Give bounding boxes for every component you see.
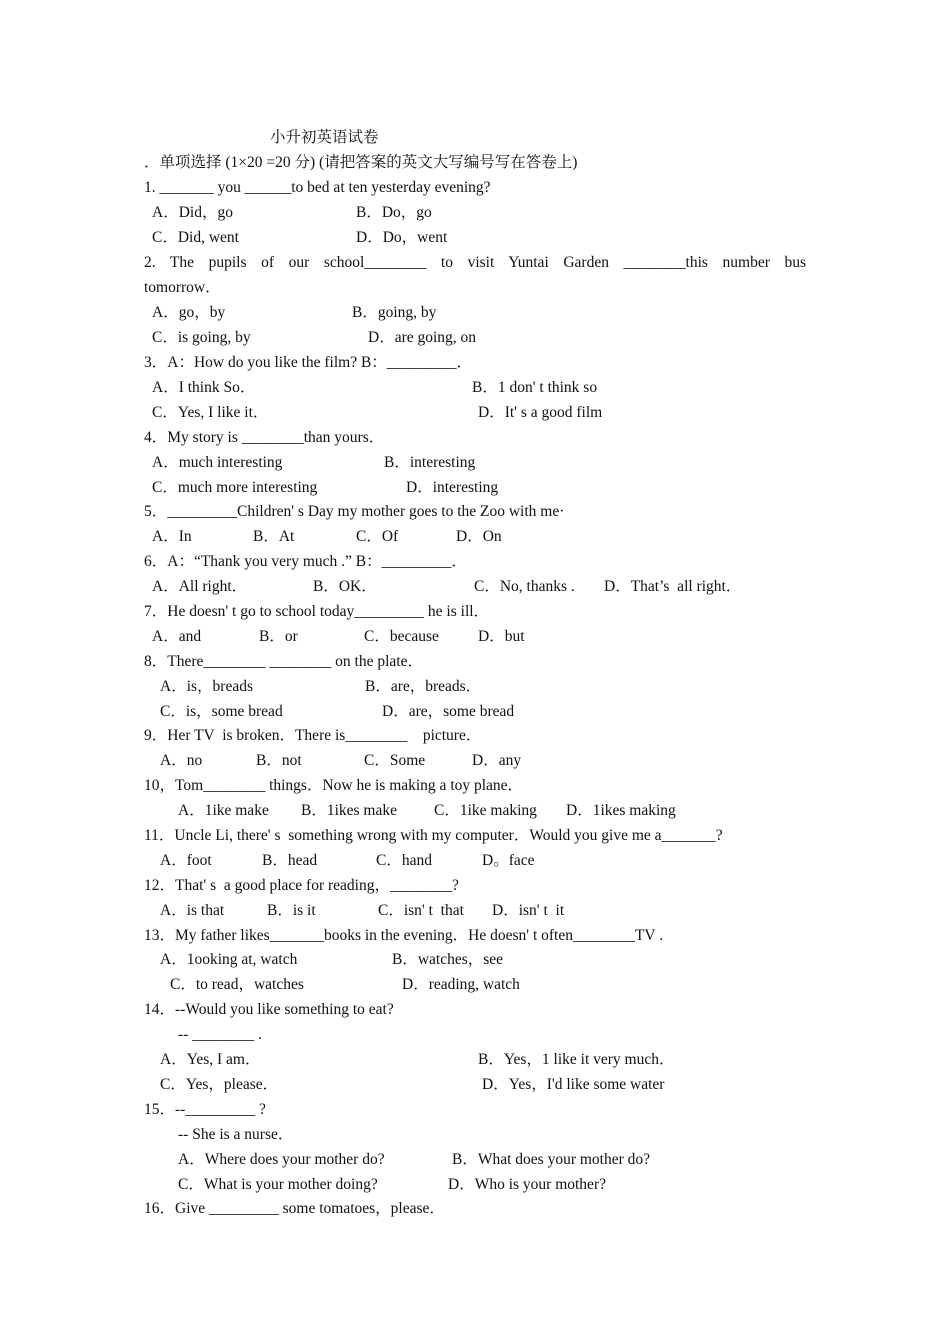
question-2: 2. The pupils of our school________ to visit Yuntai Garden ________this number bus (144, 254, 806, 271)
option-11c: C．hand (376, 852, 432, 869)
option-4b: B．interesting (384, 454, 476, 471)
question-14-reply: -- ________ . (178, 1026, 262, 1043)
question-16: 16．Give _________ some tomatoes，please． (144, 1200, 445, 1217)
option-3c: C．Yes, I like it． (152, 404, 269, 421)
option-13b: B．watches，see (392, 951, 504, 968)
option-8a: A．is，breads (160, 678, 253, 695)
question-10: 10，Tom________ things．Now he is making a toy plane． (144, 777, 524, 794)
option-14c: C．Yes，please． (160, 1076, 279, 1093)
question-7: 7．He doesn' t go to school today_________ he is ill． (144, 603, 490, 620)
option-3d: D．It' s a good film (478, 404, 603, 421)
option-1d: D．Do，went (356, 229, 448, 246)
option-15c: C．What is your mother doing? (178, 1176, 378, 1193)
option-5c: C．Of (356, 528, 399, 545)
option-2c: C．is going, by (152, 329, 251, 346)
question-12: 12．That' s a good place for reading，________? (144, 877, 459, 894)
option-14b: B．Yes，1 like it very much． (478, 1051, 675, 1068)
question-14: 14．--Would you like something to eat? (144, 1001, 394, 1018)
section-heading: ．单项选择 (1×20 =20 分) (请把答案的英文大写编号写在答卷上) (144, 154, 578, 171)
option-4d: D．interesting (406, 479, 499, 496)
option-3a: A．I think So． (152, 379, 256, 396)
option-7d: D．but (478, 628, 525, 645)
option-1b: B．Do，go (356, 204, 432, 221)
option-2d: D．are going, on (368, 329, 477, 346)
option-15b: B．What does your mother do? (452, 1151, 651, 1168)
option-1a: A．Did，go (152, 204, 233, 221)
question-1: 1. _______ you ______to bed at ten yesterday evening? (144, 179, 491, 196)
option-5d: D．On (456, 528, 502, 545)
option-12b: B．is it (267, 902, 316, 919)
option-1c: C．Did, went (152, 229, 239, 246)
option-7b: B．or (259, 628, 298, 645)
option-9d: D．any (472, 752, 522, 769)
question-9: 9．Her TV is broken．There is________ picture． (144, 727, 482, 744)
option-9c: C．Some (364, 752, 426, 769)
option-5b: B．At (253, 528, 295, 545)
option-6a: A．All right． (152, 578, 248, 595)
option-9a: A．no (160, 752, 203, 769)
option-3b: B．1 don' t think so (472, 379, 598, 396)
option-14d: D．Yes，I'd like some water (482, 1076, 665, 1093)
question-8: 8．There________ ________ on the plate． (144, 653, 423, 670)
option-12d: D．isn' t it (492, 902, 565, 919)
option-13d: D．reading, watch (402, 976, 520, 993)
option-10c: C．1ike making (434, 802, 537, 819)
option-4c: C．much more interesting (152, 479, 318, 496)
question-4: 4．My story is ________than yours． (144, 429, 385, 446)
option-14a: A．Yes, I am． (160, 1051, 261, 1068)
option-13a: A．1ooking at, watch (160, 951, 298, 968)
option-6d: D．That’s all right． (604, 578, 742, 595)
option-10d: D．1ikes making (566, 802, 676, 819)
option-7a: A．and (152, 628, 202, 645)
option-8c: C．is，some bread (160, 703, 283, 720)
option-12a: A．is that (160, 902, 225, 919)
question-6: 6．A：“Thank you very much .” B：_________． (144, 553, 467, 570)
option-13c: C．to read，watches (170, 976, 304, 993)
question-15: 15．--_________ ? (144, 1101, 266, 1118)
option-15a: A．Where does your mother do? (178, 1151, 385, 1168)
option-8d: D．are，some bread (382, 703, 515, 720)
question-13: 13．My father likes_______books in the evening．He doesn' t often________TV . (144, 927, 664, 944)
option-11a: A．foot (160, 852, 212, 869)
option-8b: B．are，breads． (365, 678, 482, 695)
option-7c: C．because (364, 628, 439, 645)
question-3: 3．A：How do you like the film? B：_________． (144, 354, 473, 371)
option-11d: D。face (482, 852, 535, 869)
option-6b: B．OK． (313, 578, 377, 595)
option-4a: A．much interesting (152, 454, 283, 471)
option-10b: B．1ikes make (301, 802, 397, 819)
option-6c: C．No, thanks . (474, 578, 575, 595)
option-10a: A．1ike make (178, 802, 269, 819)
option-5a: A．In (152, 528, 192, 545)
option-2b: B．going, by (352, 304, 437, 321)
option-15d: D．Who is your mother? (448, 1176, 606, 1193)
question-2-cont: tomorrow． (144, 279, 221, 296)
question-15-reply: -- She is a nurse． (178, 1126, 294, 1143)
option-12c: C．isn' t that (378, 902, 464, 919)
option-2a: A．go，by (152, 304, 226, 321)
page-title: 小升初英语试卷 (270, 129, 379, 146)
question-5: 5．_________Children' s Day my mother goes to the Zoo with me· (144, 503, 565, 520)
option-11b: B．head (262, 852, 318, 869)
question-11: 11．Uncle Li, there' s something wrong with my computer．Would you give me a_______? (144, 827, 723, 844)
option-9b: B．not (256, 752, 302, 769)
